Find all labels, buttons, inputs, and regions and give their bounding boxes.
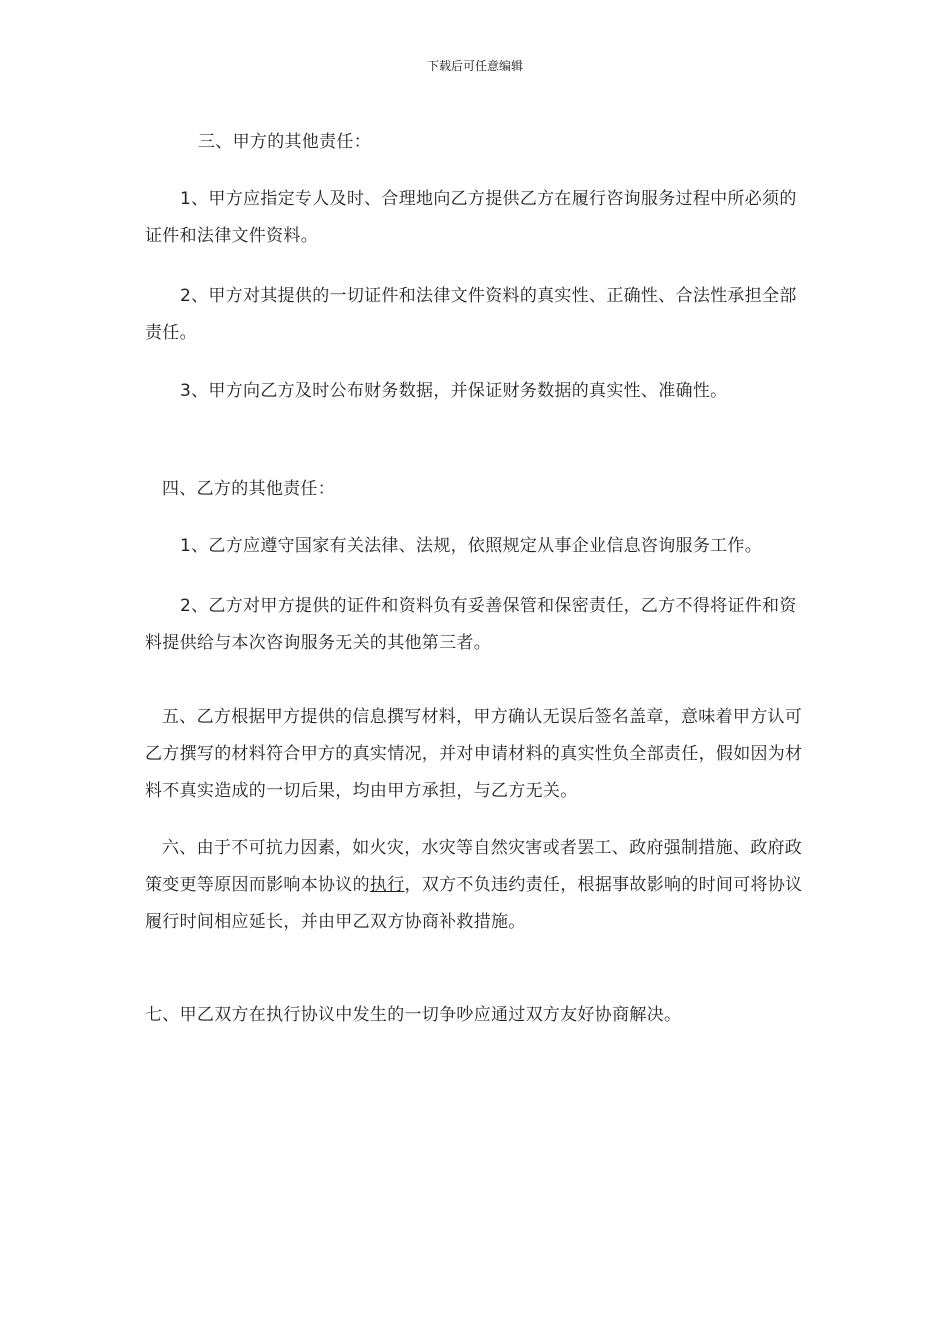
section-6-text-start: 六、由于不可抗力因素，如火灾，水灾等自然灾害或者罢工、政府强制措施、政府政策变更等原因而影响本协议的 [145, 838, 803, 895]
section-6-text-end: ，双方不负违约责任，根据事故影响的时间可将协议履行时间相应延长，并由甲乙双方协商补救措施。 [145, 875, 803, 932]
section-6-paragraph [145, 830, 807, 941]
page-header: 下载后可任意编辑 [426, 59, 523, 73]
section-4-item-1: 1、乙方应遵守国家有关法律、法规，依照规定从事企业信息咨询服务工作。 [180, 536, 763, 556]
section-5-paragraph: 五、乙方根据甲方提供的信息撰写材料，甲方确认无误后签名盖章，意味着甲方认可乙方撰写的材料符合甲方的真实情况，并对申请材料的真实性负全部责任，假如因为材料不真实造成的一切后果，均由甲方承担，与乙方无关。 [145, 707, 803, 801]
section-4-heading: 四、乙方的其他责任： [162, 479, 335, 499]
section-3-heading: 三、甲方的其他责任： [198, 132, 371, 152]
section-6-underlined-word: 执行 [369, 875, 405, 895]
section-4-item-2: 2、乙方对甲方提供的证件和资料负有妥善保管和保密责任，乙方不得将证件和资料提供给与本次咨询服务无关的其他第三者。 [145, 596, 797, 653]
section-3-item-2: 2、甲方对其提供的一切证件和法律文件资料的真实性、正确性、合法性承担全部责任。 [145, 286, 797, 343]
section-3-item-1: 1、甲方应指定专人及时、合理地向乙方提供乙方在履行咨询服务过程中所必须的证件和法律文件资料。 [145, 189, 797, 246]
section-7-paragraph: 七、甲乙双方在执行协议中发生的一切争吵应通过双方友好协商解决。 [145, 1005, 682, 1025]
section-3-item-3: 3、甲方向乙方及时公布财务数据，并保证财务数据的真实性、准确性。 [180, 381, 728, 401]
